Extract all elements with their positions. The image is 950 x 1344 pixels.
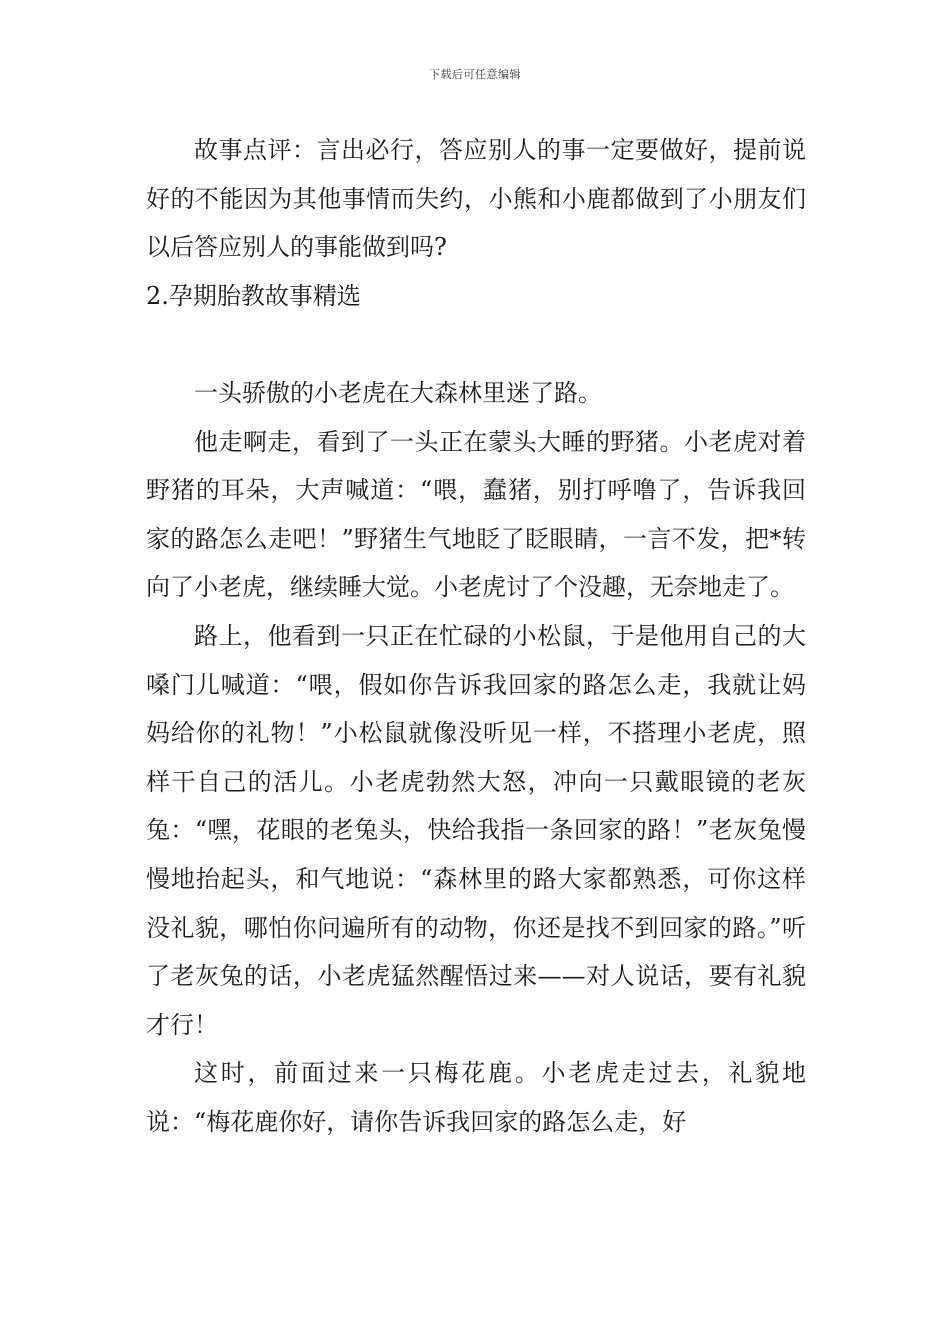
story-paragraph-2: 他走啊走，看到了一头正在蒙头大睡的野猪。小老虎对着野猪的耳朵，大声喊道：“喂，蠢猪，别打呼噜了，告诉我回家的路怎么走吧！”野猪生气地眨了眨眼睛，一言不发，把*转向了小老虎，继续睡大觉。小老虎讨了个没趣，无奈地走了。	[146, 427, 806, 602]
blank-line	[146, 320, 806, 369]
story-paragraph-1: 一头骄傲的小老虎在大森林里迷了路。	[194, 378, 602, 407]
story-commentary-paragraph: 故事点评：言出必行，答应别人的事一定要做好，提前说好的不能因为其他事情而失约，小熊和小鹿都做到了小朋友们以后答应别人的事能做到吗?	[146, 136, 806, 262]
story-paragraph-4: 这时，前面过来一只梅花鹿。小老虎走过去，礼貌地说：“梅花鹿你好，请你告诉我回家的路怎么走，好	[146, 1059, 806, 1136]
page-header: 下载后可任意编辑	[429, 68, 521, 81]
document-body	[146, 126, 806, 1146]
section-heading: 2.孕期胎教故事精选	[146, 281, 361, 310]
story-paragraph-3: 路上，他看到一只正在忙碌的小松鼠，于是他用自己的大嗓门儿喊道：“喂，假如你告诉我回家的路怎么走，我就让妈妈给你的礼物！”小松鼠就像没听见一样，不搭理小老虎，照样干自己的活儿。小老虎勃然大怒，冲向一只戴眼镜的老灰兔：“嘿，花眼的老兔头，快给我指一条回家的路！”老灰兔慢慢地抬起头，和气地说：“森林里的路大家都熟悉，可你这样没礼貌，哪怕你问遍所有的动物，你还是找不到回家的路。”听了老灰兔的话，小老虎猛然醒悟过来——对人说话，要有礼貌才行！	[146, 621, 806, 1039]
